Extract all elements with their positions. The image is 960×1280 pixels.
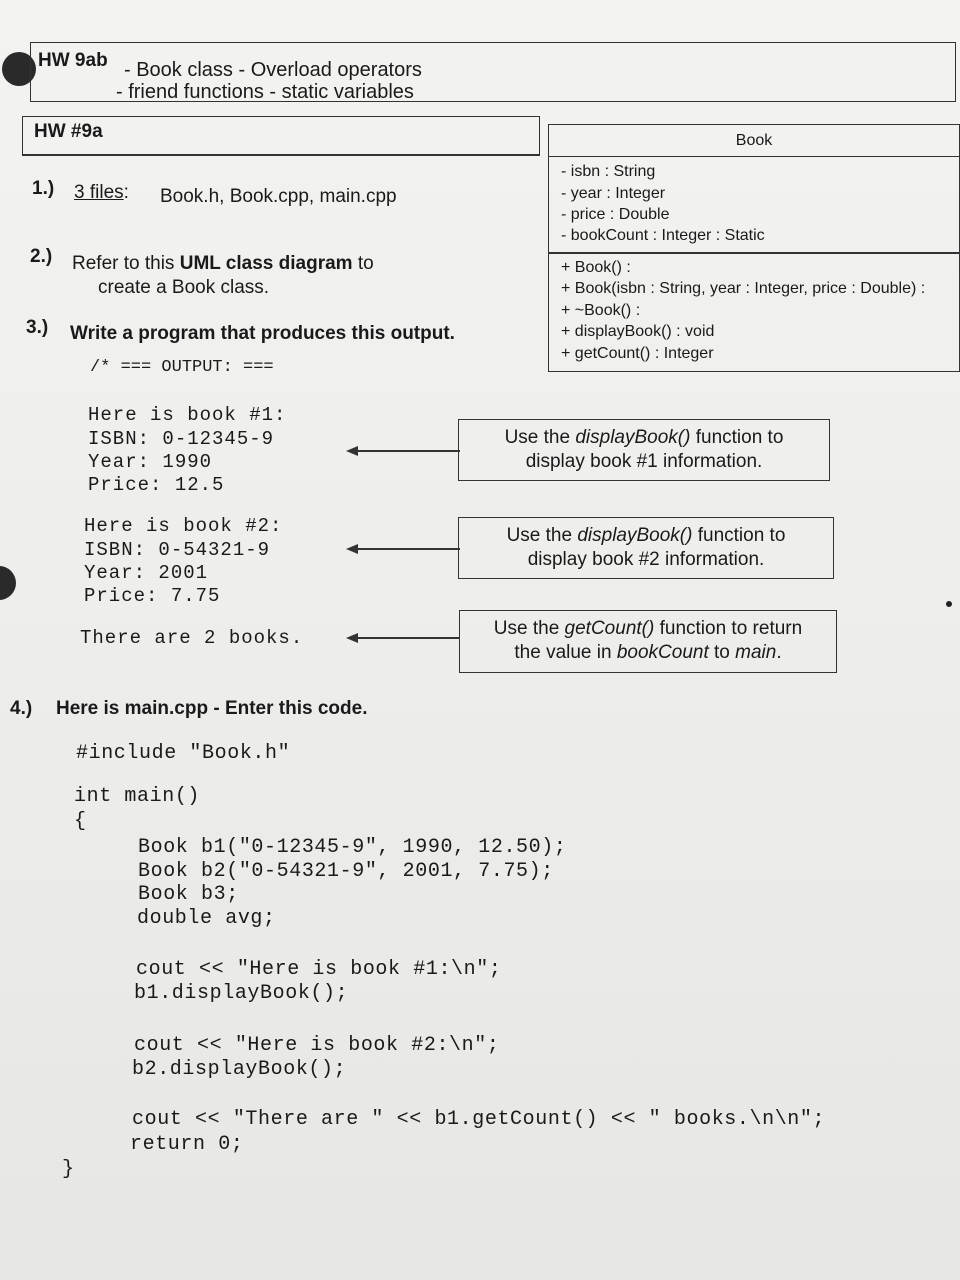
uml-attribute: - bookCount : Integer : Static [561, 227, 765, 244]
q2-bold: UML class diagram [179, 253, 353, 274]
code-line: cout << "Here is book #2:\n"; [134, 1034, 500, 1057]
q2-pre: Refer to this [72, 253, 180, 274]
arrow-3-line [356, 637, 460, 639]
q1-number: 1.) [32, 178, 55, 199]
q3-number: 3.) [26, 317, 49, 338]
output-book2-title: Here is book #2: [84, 515, 283, 537]
code-line: cout << "Here is book #1:\n"; [136, 958, 502, 981]
q3-text: Write a program that produces this output. [70, 323, 455, 344]
output-book1-title: Here is book #1: [88, 404, 287, 426]
uml-method: + displayBook() : void [561, 323, 715, 340]
callout-count-func: getCount() [564, 618, 655, 639]
header-line-2: - friend functions - static variables [116, 81, 414, 103]
uml-separator [549, 252, 959, 254]
uml-method: + ~Book() : [561, 302, 641, 319]
callout-book2-post: function to [692, 525, 786, 546]
header-tag: HW 9ab [38, 50, 108, 71]
code-line: b2.displayBook(); [132, 1058, 347, 1081]
callout-book2-line-2: display book #2 information. [527, 549, 765, 570]
code-line: Book b1("0-12345-9", 1990, 12.50); [138, 836, 567, 859]
callout-book1-line-2: display book #1 information. [525, 451, 763, 472]
code-line: cout << "There are " << b1.getCount() << " books.\n\n"; [132, 1108, 826, 1131]
q2-line-2: create a Book class. [98, 277, 270, 298]
code-line: int main() [74, 785, 201, 808]
code-line: double avg; [137, 907, 276, 930]
arrow-2-line [356, 548, 460, 550]
callout-book1-post: function to [690, 427, 784, 448]
q2-line-1 [72, 253, 374, 275]
q1-label-colon: : [123, 182, 129, 203]
section-title: HW #9a [34, 121, 103, 142]
output-book2-year: Year: 2001 [84, 562, 209, 584]
output-book2-isbn: ISBN: 0-54321-9 [84, 539, 271, 561]
code-line: return 0; [130, 1133, 244, 1156]
binder-hole-middle [0, 566, 16, 600]
uml-attribute: - year : Integer [561, 185, 666, 202]
callout-count-l2-main: main [735, 642, 777, 663]
callout-book1-pre: Use the [504, 427, 576, 448]
arrow-2-head [346, 544, 358, 554]
q2-post: to [352, 253, 374, 274]
code-line: Book b3; [138, 883, 239, 906]
output-count: There are 2 books. [80, 627, 304, 649]
q1-label-text: 3 files [74, 182, 124, 203]
arrow-1-head [346, 446, 358, 456]
q1-files: Book.h, Book.cpp, main.cpp [160, 186, 397, 207]
arrow-1-line [356, 450, 460, 452]
uml-class-name: Book [549, 125, 959, 157]
paper-mark-dot [946, 601, 952, 607]
callout-count [459, 610, 837, 673]
callout-book2-line-1 [459, 524, 833, 548]
code-line: b1.displayBook(); [134, 982, 349, 1005]
arrow-3-head [346, 633, 358, 643]
output-book1-year: Year: 1990 [88, 451, 213, 473]
uml-method: + Book() : [561, 259, 631, 276]
callout-book2-func: displayBook() [577, 525, 693, 546]
callout-book1 [458, 419, 830, 481]
q1-label [74, 182, 129, 204]
q4-text: Here is main.cpp - Enter this code. [56, 698, 368, 719]
callout-book1-func: displayBook() [575, 427, 691, 448]
callout-count-line-1 [460, 617, 836, 641]
uml-attribute: - isbn : String [561, 163, 656, 180]
callout-count-l2-mid: to [708, 642, 736, 663]
uml-method: + Book(isbn : String, year : Integer, price : Double) : [561, 280, 926, 297]
code-line: { [74, 810, 87, 833]
output-book1-isbn: ISBN: 0-12345-9 [88, 428, 275, 450]
callout-count-line-2 [460, 641, 836, 665]
uml-method: + getCount() : Integer [561, 345, 714, 362]
output-header: /* === OUTPUT: === [90, 358, 274, 377]
section-title-underline [22, 154, 540, 156]
callout-count-l2-var: bookCount [616, 642, 709, 663]
uml-class-diagram [548, 124, 960, 372]
output-book1-price: Price: 12.5 [88, 474, 225, 496]
callout-count-l2-pre: the value in [514, 642, 617, 663]
callout-book2-pre: Use the [506, 525, 578, 546]
callout-count-l2-post: . [776, 642, 782, 663]
q2-number: 2.) [30, 246, 53, 267]
code-line: Book b2("0-54321-9", 2001, 7.75); [138, 860, 554, 883]
q4-number: 4.) [10, 698, 33, 719]
uml-attribute: - price : Double [561, 206, 670, 223]
code-line: } [62, 1158, 75, 1181]
code-line: #include "Book.h" [76, 742, 291, 765]
callout-count-pre: Use the [493, 618, 565, 639]
header-line-1: - Book class - Overload operators [124, 59, 422, 81]
callout-count-post: function to return [654, 618, 803, 639]
output-book2-price: Price: 7.75 [84, 585, 221, 607]
callout-book1-line-1 [459, 426, 829, 450]
callout-book2 [458, 517, 834, 579]
